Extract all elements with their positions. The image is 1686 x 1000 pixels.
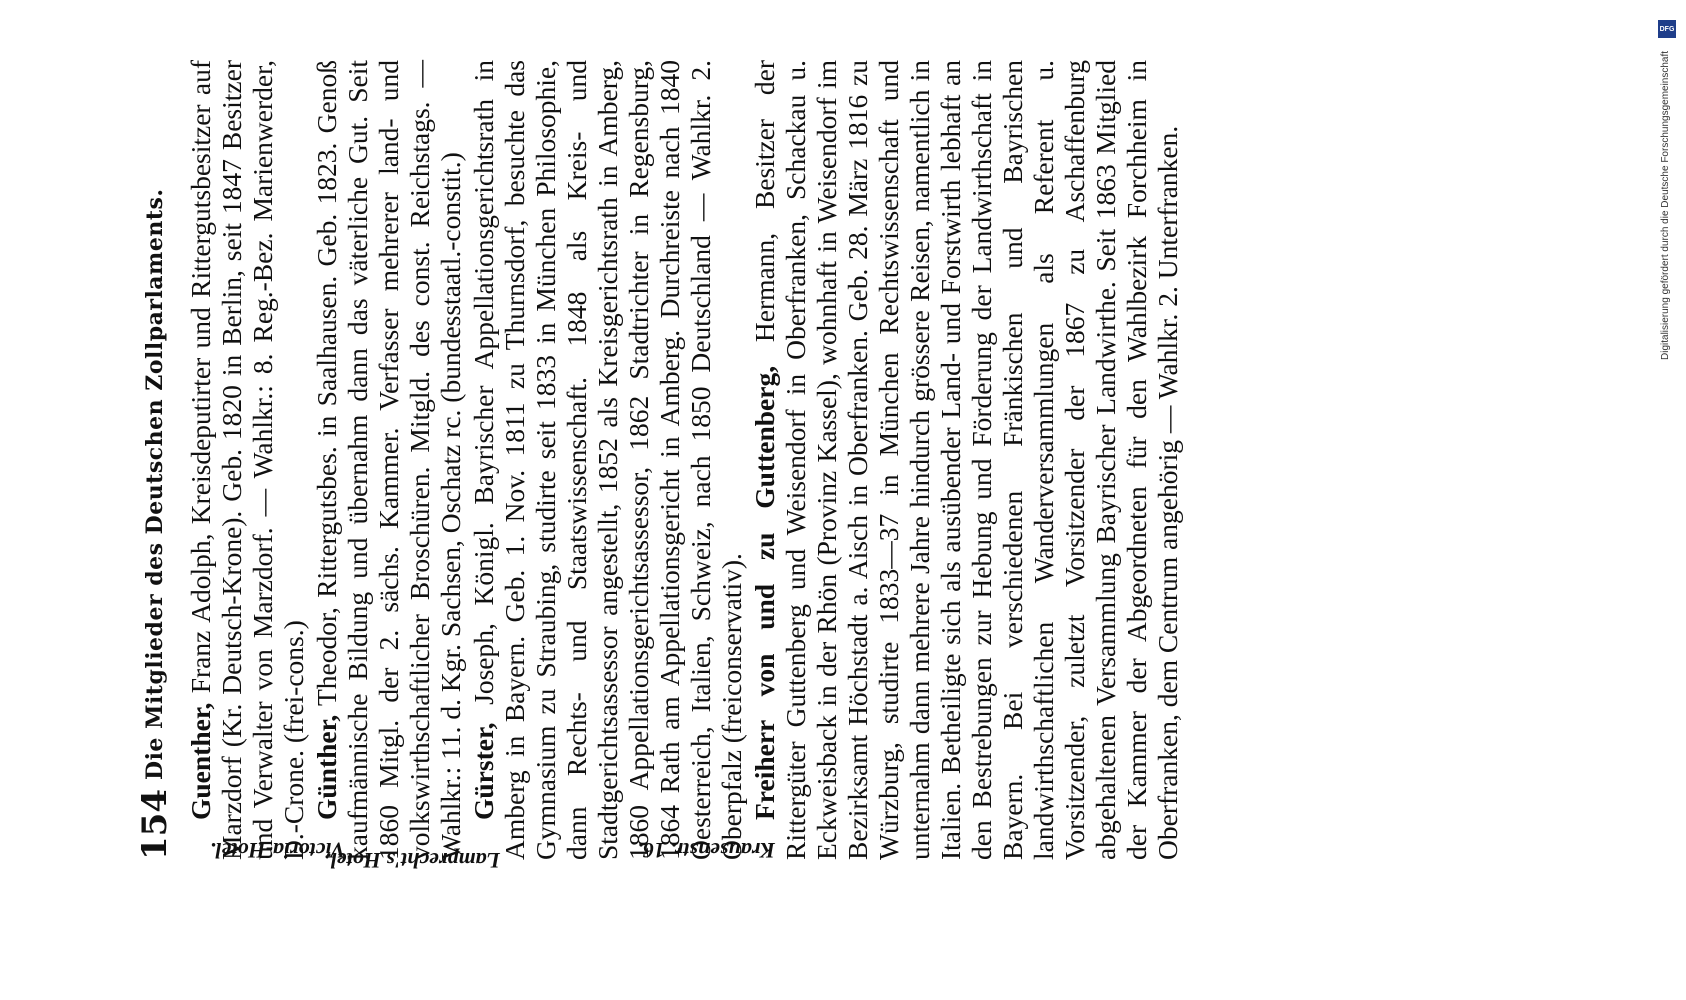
entry-text: Franz Adolph, Kreisdeputirter und Rittergutsbesitzer auf Marzdorf (Kr. Deutsch-Krone). Geb. 1820 in Berlin, seit 1847 Besitzer und Verwalter von Marzdorf. — Wahlkr.: 8. Reg.-Bez. Marienwerder, D.-Crone. (frei-cons.) [185, 60, 309, 860]
entry-guenther [185, 60, 309, 860]
margin-note-victoria-hotel: Victoria-Hotel. [209, 838, 345, 863]
entry-name: Günther, [311, 714, 342, 820]
running-head: Die Mitglieder des Deutschen Zollparlaments. [142, 188, 168, 780]
entry-guenther-theodor [311, 60, 466, 860]
biography-entries [185, 60, 1185, 860]
margin-note-lamprecht-hotel: Lamprecht's Hotel. [325, 848, 500, 873]
entry-text: Hermann, Besitzer der Rittergüter Guttenberg und Weisendorf in Oberfranken, Schackau u. Eckweisback in der Rhön (Provinz Kassel), wohnhaft in Weisendorf im Bezirksamt Höchstadt a. Aisch in Oberfranken. Geb. 28. März 1816 zu Würzburg, studirte 1833—37 in München Rechtswissenschaft und unternahm dann mehrere Jahre hindurch grössere Reisen, namentlich in Italien. Betheiligte sich als ausübender Land- und Forstwirth lebhaft an den Bestrebungen zur Hebung und Förderung der Landwirthschaft in Bayern. Bei verschiedenen Fränkischen und Bayrischen landwirthschaftlichen Wanderversammlungen als Referent u. Vorsitzender, zuletzt Vorsitzender der 1867 zu Aschaffenburg abgehaltenen Versammlung Bayrischer Landwirthe. Seit 1863 Mitglied der Kammer der Abgeordneten für den Wahlbezirk Forchheim in Oberfranken, dem Centrum angehörig — Wahlkr. 2. Unterfranken. [749, 60, 1183, 860]
entry-guerster [468, 60, 747, 860]
page-number: 154 [135, 789, 175, 860]
entry-text: Theodor, Rittergutsbes. in Saalhausen. Geb. 1823. Genoß kaufmännische Bildung und übernahm dann das väterliche Gut. Seit 1860 Mitgl. der 2. sächs. Kammer. Verfasser mehrerer land- und volkswirthschaftlicher Broschüren. Mitgld. des const. Reichstags. — Wahlkr.: 11. d. Kgr. Sachsen, Oschatz rc. (bundesstaatl.-constit.) [311, 60, 466, 860]
entry-guttenberg [749, 60, 1183, 860]
digitization-credit: Digitalisierung gefördert durch die Deutsche Forschungsgemeinschaft [1660, 50, 1671, 360]
entry-name: Guenther, [185, 702, 216, 820]
digitization-strip [1656, 10, 1680, 990]
margin-note-krausenstr: Krausenstr. 16. [637, 838, 775, 863]
entry-name: Gürster, [468, 722, 499, 820]
book-page [125, 40, 1525, 920]
entry-name: Freiherr von und zu Guttenberg, [749, 365, 780, 820]
entry-text: Joseph, Königl. Bayrischer Appellationsgerichtsrath in Amberg in Bayern. Geb. 1. Nov. 1811 zu Thurnsdorf, besuchte das Gymnasium zu Straubing, studirte seit 1833 in München Philosophie, dann Rechts- und Staatswissenschaft. 1848 als Kreis- und Stadtgerichtsassessor angestellt, 1852 als Kreisgerichtsrath in Amberg, 1860 Appellationsgerichtsassessor, 1862 Stadtrichter in Regensburg, 1864 Rath am Appellationsgericht in Amberg. Durchreiste nach 1840 Oesterreich, Italien, Schweiz, nach 1850 Deutschland — Wahlkr. 2. Oberpfalz (freiconservativ). [468, 60, 747, 860]
rotated-page-content [125, 60, 1525, 860]
dfg-logo: DFG [1658, 20, 1676, 38]
page-header [125, 60, 185, 860]
